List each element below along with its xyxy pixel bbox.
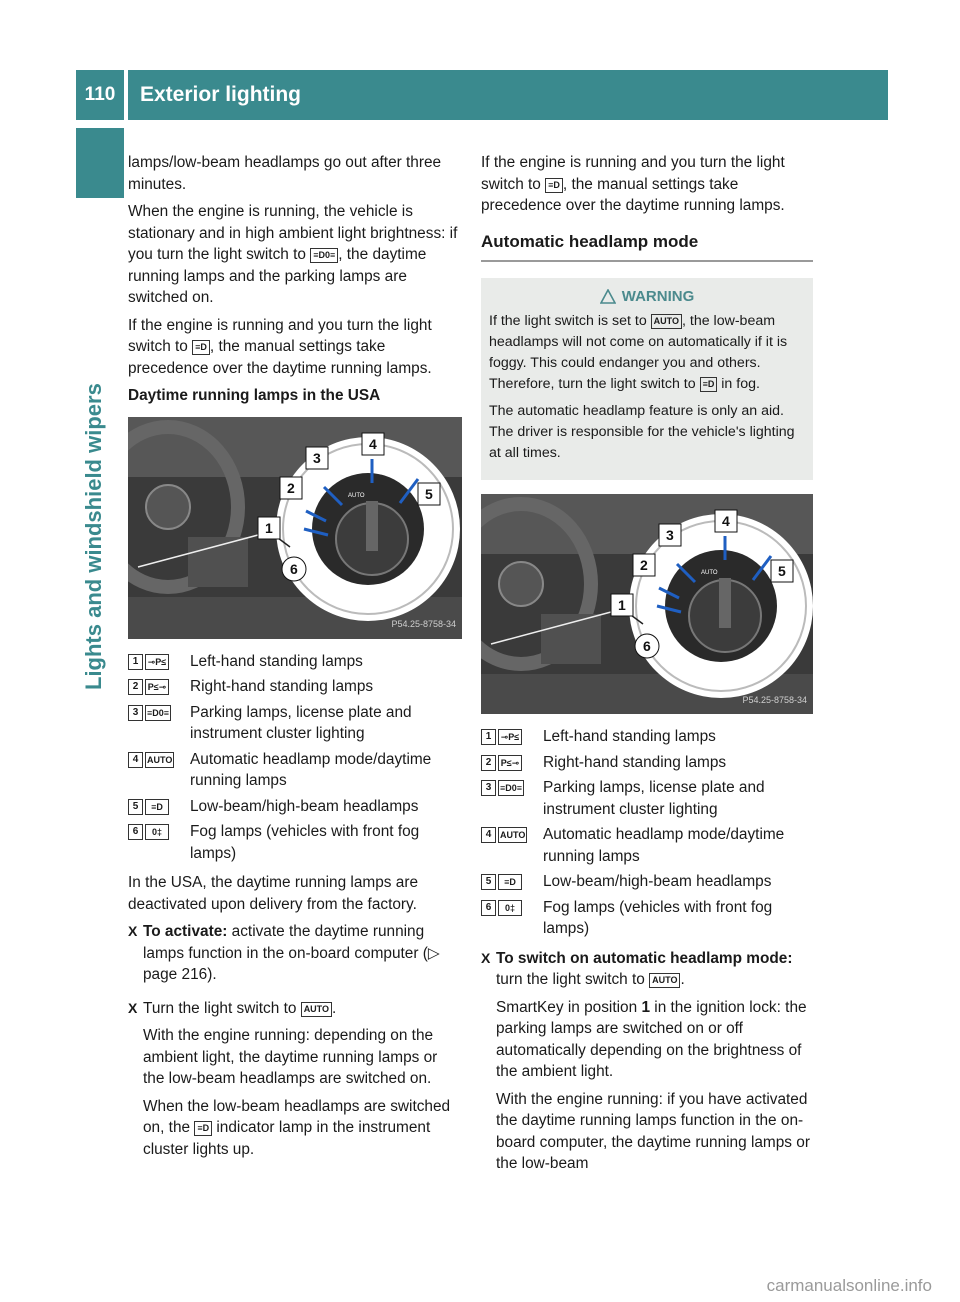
fog-lamp-icon: 0‡ <box>145 824 169 840</box>
legend-number: 2 <box>128 679 143 695</box>
legend-number: 6 <box>128 824 143 840</box>
auto-symbol: AUTO <box>649 973 680 988</box>
legend-item: 2 P≤⊸ Right-hand standing lamps <box>481 752 813 774</box>
instruction-step: X To activate: activate the daytime running lamps function in the on-board computer (▷ page 216). <box>128 921 462 992</box>
warning-triangle-icon <box>600 289 616 304</box>
legend-number: 5 <box>128 799 143 815</box>
page-title: Exterior lighting <box>140 83 302 106</box>
side-tab <box>76 128 124 198</box>
standing-lamp-left-icon: ⊸P≤ <box>498 729 522 745</box>
legend-item: 6 0‡ Fog lamps (vehicles with front fog lamps) <box>128 821 462 864</box>
legend-number: 1 <box>481 729 496 745</box>
legend-item: 1 ⊸P≤ Left-hand standing lamps <box>128 651 462 673</box>
low-beam-symbol: ≡D <box>194 1121 212 1136</box>
header-bar <box>128 70 888 120</box>
instruction-step: X To switch on automatic headlamp mode: turn the light switch to AUTO . SmartKey in position 1 in the ignition lock: the parking lamps are switched on or off automatically depending on the brightness of the ambient light. With the engine running: if you have activated the daytime running lamps function in the on-board computer, the daytime running lamps or the low-beam <box>481 948 813 1181</box>
legend-number: 4 <box>128 752 143 768</box>
low-beam-symbol: ≡D <box>700 377 718 392</box>
legend-item: 6 0‡ Fog lamps (vehicles with front fog lamps) <box>481 897 813 940</box>
standing-lamp-left-icon: ⊸P≤ <box>145 654 169 670</box>
step-marker-icon: X <box>128 923 138 939</box>
subheading: Daytime running lamps in the USA <box>128 387 381 404</box>
section-heading: Automatic headlamp mode <box>481 227 813 263</box>
legend-number: 1 <box>128 654 143 670</box>
figure-caption: P54.25-8758-34 <box>391 619 456 629</box>
legend-number: 6 <box>481 900 496 916</box>
parking-lamp-icon: ≡D0≡ <box>145 705 171 721</box>
paragraph: When the engine is running, the vehicle is stationary and in high ambient light brightness: if you turn the light switch to ≡D0≡ , the daytime running lamps and the parking lamps are switched on. <box>128 203 458 306</box>
left-column <box>128 152 462 1172</box>
legend-item: 5 ≡D Low-beam/high-beam headlamps <box>481 871 813 893</box>
legend-number: 2 <box>481 755 496 771</box>
legend-number: 3 <box>128 705 143 721</box>
light-switch-illustration <box>128 417 462 639</box>
low-beam-symbol: ≡D <box>545 178 563 193</box>
callout-1: 1 <box>265 519 273 536</box>
callout-3: 3 <box>313 449 321 466</box>
legend-number: 3 <box>481 780 496 796</box>
instruction-step: X Turn the light switch to AUTO . With the engine running: depending on the ambient light, the daytime running lamps or the low-beam headlamps are switched on. When the low-beam headlamps are switched on, the ≡D indicator lamp in the instrument cluster lights up. <box>128 998 462 1167</box>
callout-2: 2 <box>640 557 648 573</box>
legend-item: 4 AUTO Automatic headlamp mode/daytime running lamps <box>481 824 813 867</box>
callout-3: 3 <box>666 527 674 543</box>
standing-lamp-right-icon: P≤⊸ <box>145 679 169 695</box>
auto-mode-icon: AUTO <box>145 752 174 768</box>
legend-item: 4 AUTO Automatic headlamp mode/daytime running lamps <box>128 749 462 792</box>
auto-symbol: AUTO <box>301 1002 332 1017</box>
parking-lamp-icon: ≡D0≡ <box>498 780 524 796</box>
right-column <box>481 152 813 1187</box>
legend-list <box>128 651 462 865</box>
step-marker-icon: X <box>128 999 138 1016</box>
switch-auto-label: AUTO <box>348 492 365 499</box>
watermark: carmanualsonline.info <box>766 1276 932 1295</box>
standing-lamp-right-icon: P≤⊸ <box>498 755 522 771</box>
legend-item: 1 ⊸P≤ Left-hand standing lamps <box>481 726 813 748</box>
legend-item: 5 ≡D Low-beam/high-beam headlamps <box>128 796 462 818</box>
step-marker-icon: X <box>481 949 491 966</box>
paragraph: If the engine is running and you turn the light switch to ≡D , the manual settings take precedence over the daytime running lamps. <box>128 316 432 377</box>
figure-caption: P54.25-8758-34 <box>742 694 807 705</box>
legend-number: 5 <box>481 874 496 890</box>
callout-4: 4 <box>722 513 730 529</box>
callout-6: 6 <box>290 560 298 577</box>
light-switch-illustration <box>481 494 813 714</box>
paragraph: In the USA, the daytime running lamps are deactivated upon delivery from the factory. <box>128 874 419 913</box>
light-switch-figure <box>128 417 462 639</box>
side-section-label: Lights and windshield wipers <box>81 383 106 690</box>
light-switch-figure <box>481 494 813 714</box>
callout-1: 1 <box>618 597 626 613</box>
paragraph: If the engine is running and you turn the light switch to ≡D , the manual settings take precedence over the daytime running lamps. <box>481 154 785 214</box>
callout-4: 4 <box>369 435 377 452</box>
callout-6: 6 <box>643 638 651 654</box>
warning-box: WARNING If the light switch is set to AUTO , the low-beam headlamps will not come on automatically if it is foggy. This could endanger you and others. Therefore, turn the light switch to ≡D in fog. The automatic headlamp feature is only an aid. The driver is responsible for the vehicle's lighting at all times. <box>481 278 813 480</box>
legend-item: 3 ≡D0≡ Parking lamps, license plate and instrument cluster lighting <box>128 702 462 745</box>
warning-title: WARNING <box>621 288 695 305</box>
legend-item: 2 P≤⊸ Right-hand standing lamps <box>128 676 462 698</box>
callout-5: 5 <box>778 563 786 579</box>
switch-auto-label: AUTO <box>701 570 718 576</box>
page-number: 110 <box>76 70 124 120</box>
legend-item: 3 ≡D0≡ Parking lamps, license plate and instrument cluster lighting <box>481 777 813 820</box>
auto-symbol: AUTO <box>651 314 682 329</box>
low-beam-icon: ≡D <box>498 874 522 890</box>
low-beam-icon: ≡D <box>145 799 169 815</box>
paragraph: lamps/low-beam headlamps go out after three minutes. <box>128 154 442 193</box>
callout-5: 5 <box>425 485 433 502</box>
fog-lamp-icon: 0‡ <box>498 900 522 916</box>
legend-number: 4 <box>481 827 496 843</box>
legend-list <box>481 726 813 940</box>
callout-2: 2 <box>287 479 295 496</box>
low-beam-symbol: ≡D <box>192 340 210 355</box>
auto-mode-icon: AUTO <box>498 827 527 843</box>
parking-lamp-symbol: ≡D0≡ <box>310 248 338 263</box>
